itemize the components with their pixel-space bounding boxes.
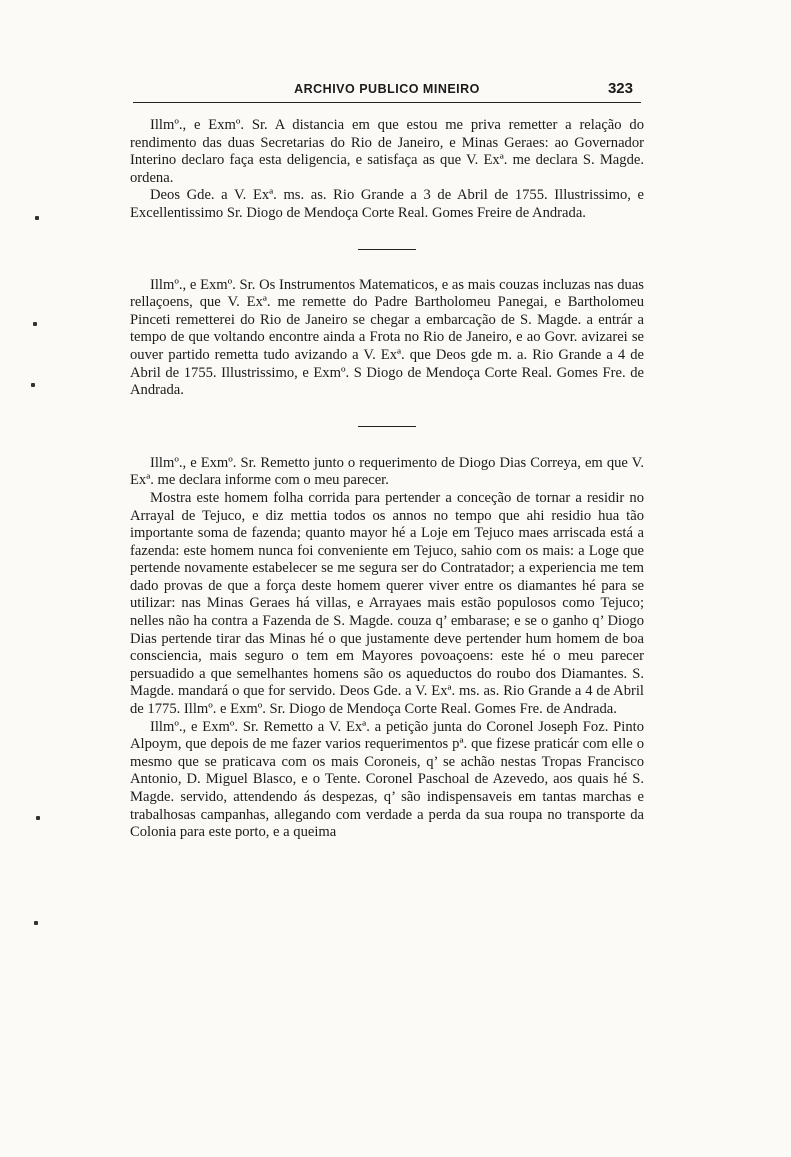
letter-2 [130,277,644,400]
separator-rule [358,426,416,427]
margin-mark [34,921,38,925]
paragraph: Illmº., e Exmº. Sr. Remetto junto o requerimento de Diogo Dias Correya, em que V. Exª. me declara informe com o meu parecer. [130,454,644,489]
margin-mark [33,322,37,326]
page-number: 323 [607,80,633,97]
paragraph: Illmº., e Exmº. Sr. Os Instrumentos Matematicos, e as mais couzas incluzas nas duas rellaçoens, que V. Exª. me remette do Padre Bartholomeu Panegai, e Bartholomeu Pinceti remetterei do Rio de Janeiro se chegar a embarcação de S. Magde. a entrár a tempo de que voltando encontre ainda a Frota no Rio de Janeiro, e ao Govr. avizarei se ouver partido remetta tudo avizando a V. Exª. que Deos gde m. a. Rio Grande a 4 de Abril de 1755. Illustrissimo, e Exmº. S Diogo de Mendoça Corte Real. Gomes Fre. de Andrada. [130,276,644,399]
paragraph: Illmº., e Exmº. Sr. A distancia em que estou me priva remetter a relação do rendimento das duas Secretarias do Rio de Janeiro, e Minas Geraes: ao Governador Interino declaro faça esta deligencia, e satisfaça as que V. Exª. me declara S. Magde. ordena. [130,117,644,186]
running-title: ARCHIVO PUBLICO MINEIRO [294,82,480,96]
page-header [133,82,641,103]
margin-mark [31,383,35,387]
paragraph: Illmº., e Exmº. Sr. Remetto a V. Exª. a petição junta do Coronel Joseph Foz. Pinto Alpoym, que depois de me fazer varios requerimentos pª. que fizese praticár com elle o mesmo que se praticava com os mais Coroneis, q’ se achão nestas Tropas Francisco Antonio, D. Miguel Blasco, e o Tente. Coronel Paschoal de Azevedo, aos quais hé S. Magde. servido, attendendo ás despezas, q’ são indispensaveis em tantas marchas e trabalhosas campanhas, allegando com verdade a perda da sua roupa no transporte da Colonia para este porto, e a queima [130,718,644,841]
letter-1 [130,117,644,223]
paragraph: Mostra este homem folha corrida para pertender a conceção de tornar a residir no Arrayal de Tejuco, e diz mettia todos os annos no tempo que ahi residio hua tão importante soma de fazenda; quanto mayor hé a Loje em Tejuco maes arriscada está a fazenda: este homem nunca foi conveniente em Tejuco, sahio com os mais: a Loge que pertende novamente estabelecer se me segura ser do Contratador; a experiencia me tem dado provas de que a força deste homem querer viver entre os diamantes hé para se utilizar: nas Minas Geraes há villas, e Arrayaes mais estão populosos como Tejuco; nelles não ha contra a Fazenda de S. Magde. couza q’ embarase; e se o ganho q’ Diogo Dias pertende tirar das Minas hé o que justamente deve pertender hum homem de boa consciencia, mais seguro o tem em Mayores povoaçoens: este hé o meu parecer persuadido a que semelhantes homens são os aqueductos do roubo dos Diamantes. S. Magde. mandará o que for servido. Deos Gde. a V. Exª. ms. as. Rio Grande a 4 de Abril de 1775. Illmº. e Exmº. Sr. Diogo de Mendoça Corte Real. Gomes Fre. de Andrada. [130,489,644,718]
margin-mark [35,216,39,220]
document-body [130,117,644,842]
letter-3 [130,455,644,842]
margin-mark [36,816,40,820]
paragraph: Deos Gde. a V. Exª. ms. as. Rio Grande a 3 de Abril de 1755. Illustrissimo, e Excellentissimo Sr. Diogo de Mendoça Corte Real. Gomes Freire de Andrada. [130,187,644,221]
separator-rule [358,249,416,250]
